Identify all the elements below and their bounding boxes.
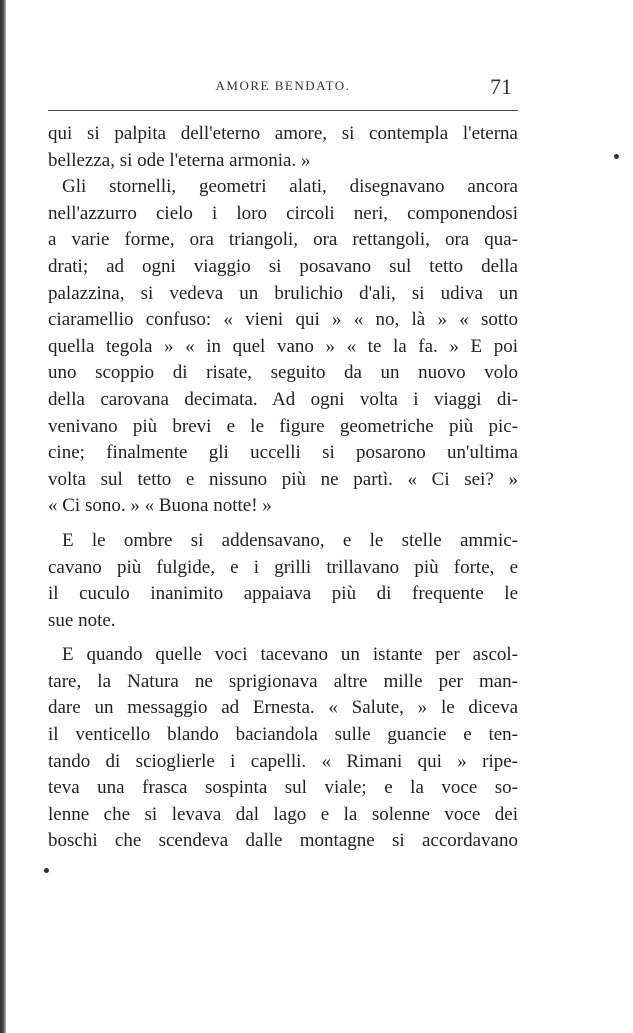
text-line: teva una frasca sospinta sul viale; e la voce so- bbox=[48, 777, 518, 799]
paragraph-gap bbox=[48, 520, 518, 528]
ink-spot bbox=[44, 868, 49, 873]
text-line: il venticello blando baciandola sulle guancie e ten- bbox=[48, 724, 518, 746]
page-body bbox=[48, 121, 518, 855]
text-line: drati; ad ogni viaggio si posavano sul tetto della bbox=[48, 255, 518, 277]
text-line: Gli stornelli, geometri alati, disegnavano ancora bbox=[62, 176, 518, 198]
text-line: E le ombre si addensavano, e le stelle ammic- bbox=[62, 529, 518, 551]
text-line: venivano più brevi e le figure geometriche più pic- bbox=[48, 415, 518, 437]
text-line: quella tegola » « in quel vano » « te la fa. » E poi bbox=[48, 335, 518, 357]
paragraph bbox=[48, 174, 518, 520]
text-line: palazzina, si vedeva un brulichio d'ali, si udiva un bbox=[48, 282, 518, 304]
text-line: « Ci sono. » « Buona notte! » bbox=[48, 495, 272, 517]
ink-spot bbox=[614, 154, 619, 159]
paragraph-gap bbox=[48, 634, 518, 642]
text-line: nell'azzurro cielo i loro circoli neri, componendosi bbox=[48, 202, 518, 224]
running-title: AMORE BENDATO. bbox=[215, 78, 351, 93]
text-line: cine; finalmente gli uccelli si posarono un'ultima bbox=[48, 442, 518, 464]
text-line: sue note. bbox=[48, 609, 116, 631]
paragraph bbox=[48, 642, 518, 855]
text-line: ciaramellio confuso: « vieni qui » « no, là » « sotto bbox=[48, 309, 518, 331]
text-line: qui si palpita dell'eterno amore, si contempla l'eterna bbox=[48, 123, 518, 144]
text-line: volta sul tetto e nissuno più ne partì. « Ci sei? » bbox=[48, 468, 518, 490]
running-header bbox=[48, 76, 518, 110]
text-line: lenne che si levava dal lago e la solenne voce dei bbox=[48, 803, 518, 825]
page-number: 71 bbox=[490, 74, 512, 99]
paragraph bbox=[48, 528, 518, 634]
text-line: dare un messaggio ad Ernesta. « Salute, » le diceva bbox=[48, 697, 518, 719]
text-line: cavano più fulgide, e i grilli trillavano più forte, e bbox=[48, 556, 518, 578]
paragraph bbox=[48, 121, 518, 174]
text-line: tando di scioglierle i capelli. « Rimani qui » ripe- bbox=[48, 750, 518, 772]
text-line: il cuculo inanimito appaiava più di frequente le bbox=[48, 583, 518, 605]
text-line: della carovana decimata. Ad ogni volta i viaggi di- bbox=[48, 388, 518, 410]
text-line: tare, la Natura ne sprigionava altre mille per man- bbox=[48, 670, 518, 692]
text-line: uno scoppio di risate, seguito da un nuovo volo bbox=[48, 362, 518, 384]
header-rule bbox=[48, 110, 518, 111]
book-page bbox=[48, 76, 518, 855]
page-binding-edge bbox=[0, 0, 6, 1033]
text-line: E quando quelle voci tacevano un istante per ascol- bbox=[62, 644, 518, 666]
text-line: a varie forme, ora triangoli, ora rettangoli, ora qua- bbox=[48, 229, 518, 251]
text-line: boschi che scendeva dalle montagne si accordavano bbox=[48, 830, 518, 852]
text-line: bellezza, si ode l'eterna armonia. » bbox=[48, 149, 311, 171]
